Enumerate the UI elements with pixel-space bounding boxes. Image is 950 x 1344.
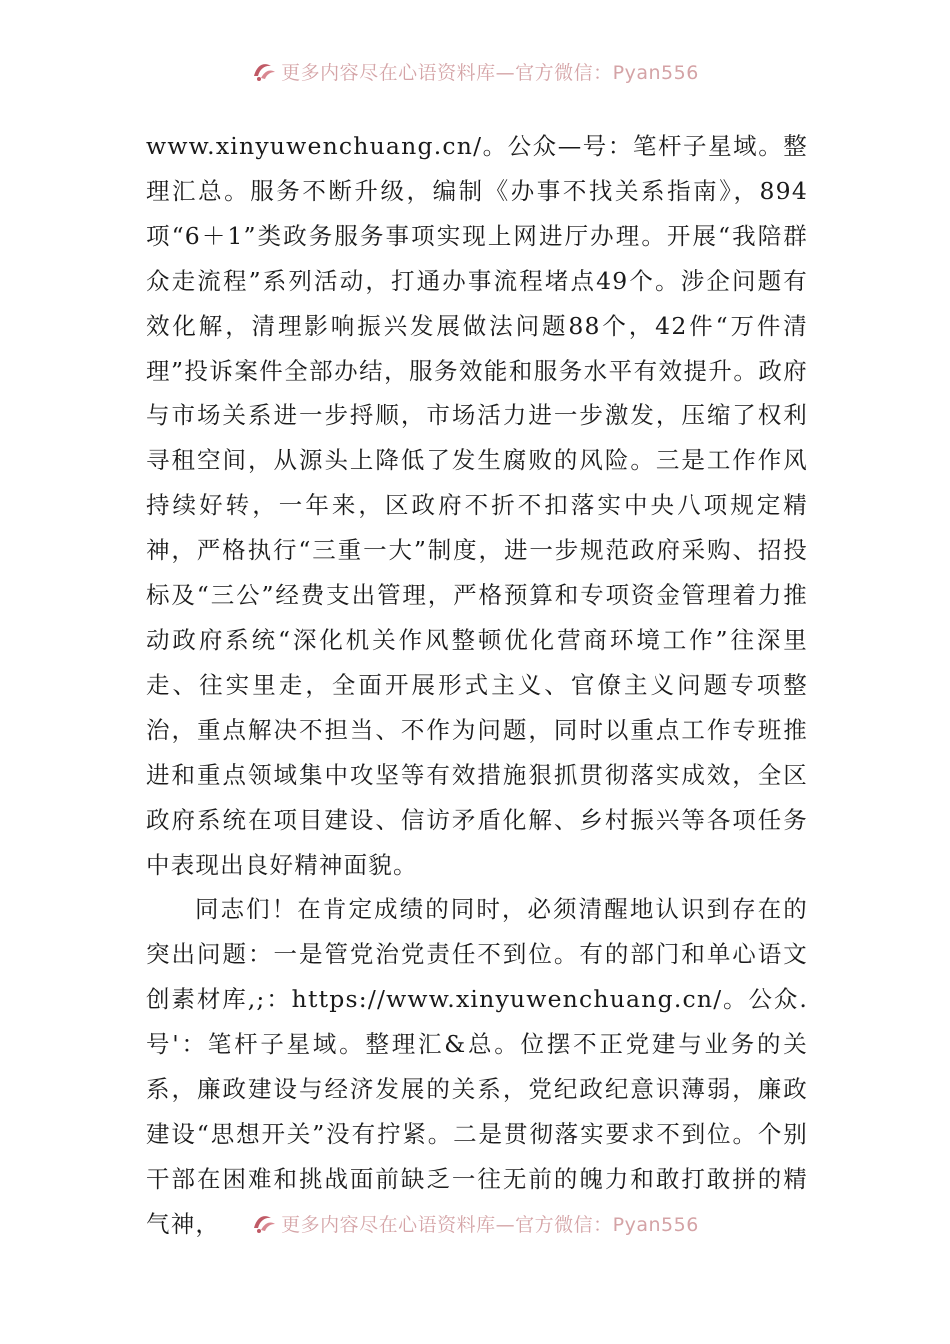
header-banner [0, 56, 950, 86]
header-banner-text: 更多内容尽在心语资料库—官方微信：Pyan556 [281, 61, 699, 84]
logo-icon [251, 60, 277, 82]
paragraph-1: www.xinyuwenchuang.cn/。公众—号：笔杆子星域。整理汇总。服务不断升级，编制《办事不找关系指南》，894项“6＋1”类政务服务事项实现上网进厅办理。开展“我陪群众走流程”系列活动，打通办事流程堵点49个。涉企问题有效化解，清理影响振兴发展做法问题88个，42件“万件清理”投诉案件全部办结，服务效能和服务水平有效提升。政府与市场关系进一步捋顺，市场活力进一步激发，压缩了权利寻租空间，从源头上降低了发生腐败的风险。三是工作作风持续好转，一年来，区政府不折不扣落实中央八项规定精神，严格执行“三重一大”制度，进一步规范政府采购、招投标及“三公”经费支出管理，严格预算和专项资金管理着力推动政府系统“深化机关作风整顿优化营商环境工作”往深里走、往实里走，全面开展形式主义、官僚主义问题专项整治，重点解决不担当、不作为问题，同时以重点工作专班推进和重点领域集中攻坚等有效措施狠抓贯彻落实成效，全区政府系统在项目建设、信访矛盾化解、乡村振兴等各项任务中表现出良好精神面貌。 [146, 132, 808, 879]
logo-icon [251, 1212, 277, 1234]
document-body [146, 124, 808, 1247]
footer-banner-text: 更多内容尽在心语资料库—官方微信：Pyan556 [281, 1213, 699, 1236]
footer-banner [0, 1208, 950, 1238]
paragraph-2: 同志们！在肯定成绩的同时，必须清醒地认识到存在的突出问题：一是管党治党责任不到位。有的部门和单心语文创素材库,;：https://www.xinyuwenchuang.cn/。公众.号'：笔杆子星域。整理汇&总。位摆不正党建与业务的关系，廉政建设与经济发展的关系，党纪政纪意识薄弱，廉政建设“思想开关”没有拧紧。二是贯彻落实要求不到位。个别干部在困难和挑战面前缺乏一往无前的魄力和敢打敢拼的精气神， [146, 895, 808, 1238]
